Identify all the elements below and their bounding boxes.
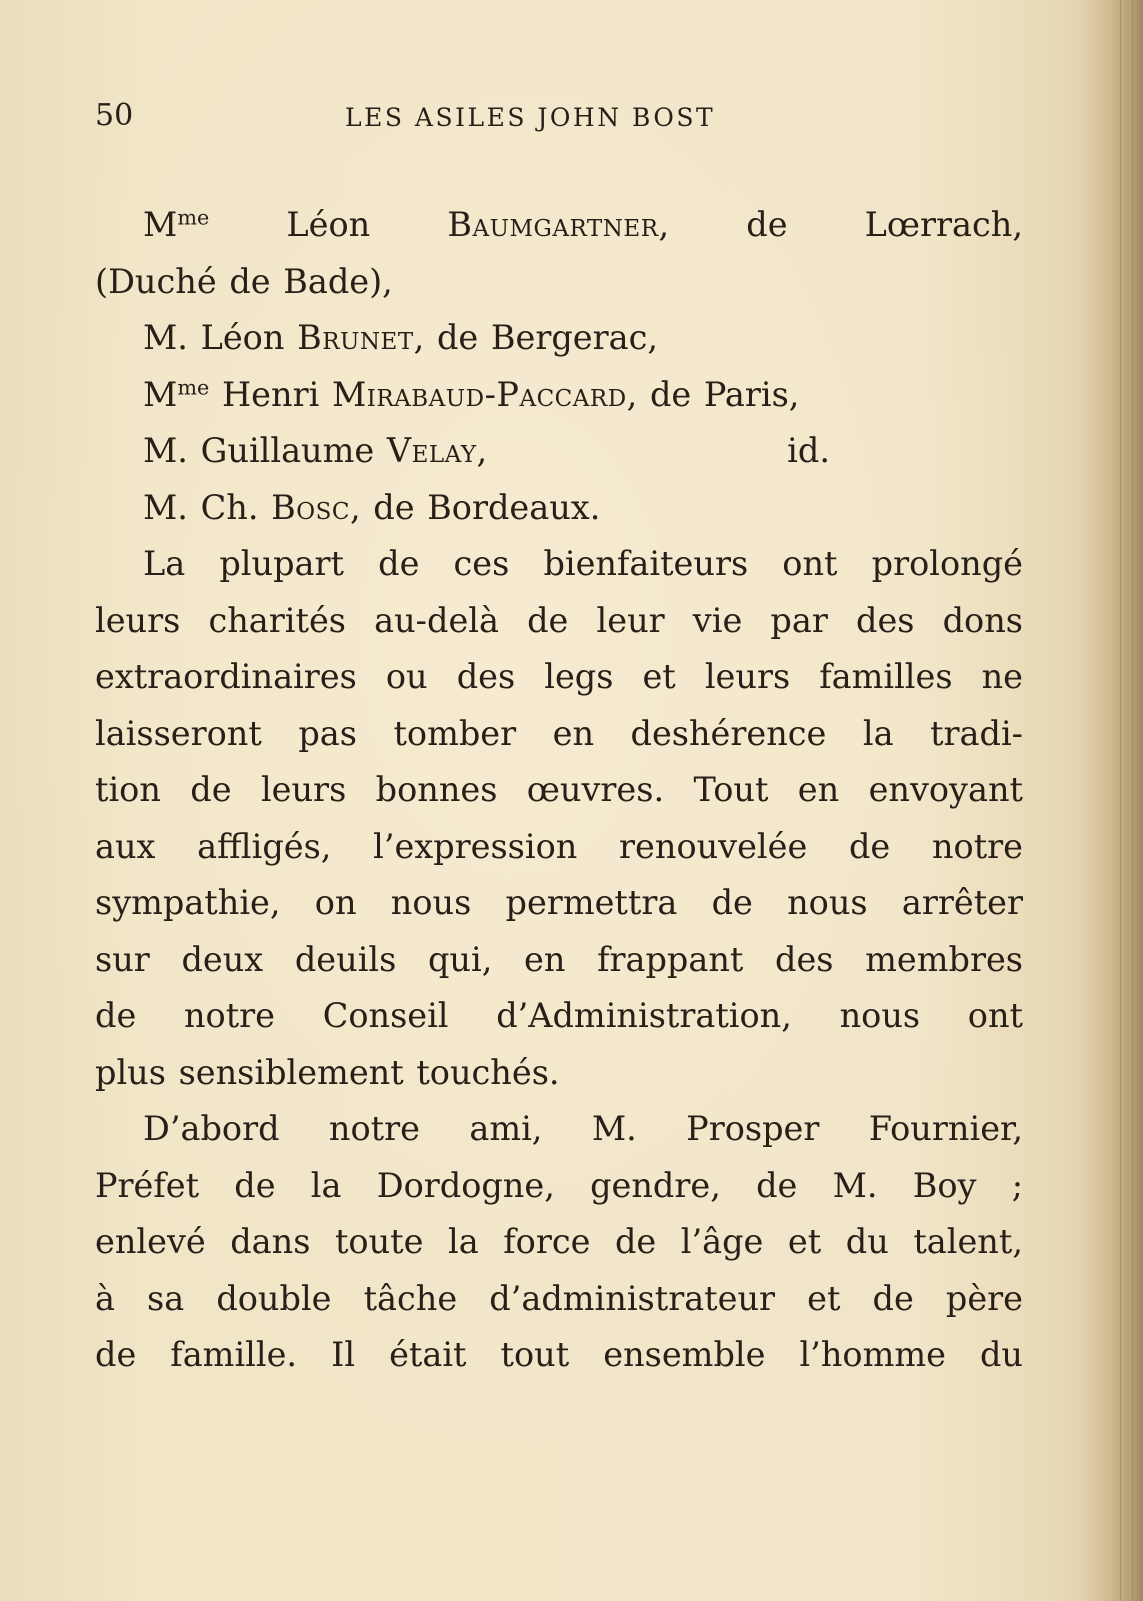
- page-edge-line: [1132, 0, 1133, 1601]
- paragraph-line: D’abord notre ami, M. Prosper Fournier,: [143, 1109, 1023, 1148]
- ditto-mark: id.: [787, 431, 830, 470]
- page-number: 50: [95, 98, 134, 133]
- donor-line: $M^{me}$ Henri Mirabaud-Paccard, de Paris,: [143, 374, 800, 414]
- paragraph-line: tion de leurs bonnes œuvres. Tout en envoyant: [95, 770, 1023, 809]
- paragraph-line: à sa double tâche d’administrateur et de père: [95, 1278, 1023, 1318]
- paragraph-line: plus sensiblement touchés.: [95, 1052, 560, 1092]
- paragraph-line: sympathie, on nous permettra de nous arrêter: [95, 883, 1023, 922]
- page-edge-line: [1120, 0, 1121, 1601]
- running-title: LES ASILES JOHN BOST: [345, 103, 716, 132]
- paragraph-line: sur deux deuils qui, en frappant des membres: [95, 939, 1023, 979]
- donor-line: M. Léon Brunet, de Bergerac,: [143, 318, 659, 357]
- paragraph-line: leurs charités au-delà de leur vie par des dons: [95, 600, 1023, 640]
- paragraph-line: aux affligés, l’expression renouvelée de notre: [95, 826, 1023, 866]
- page-edge-shadow: [1081, 0, 1143, 1601]
- donor-line: $M^{me}$ Léon Baumgartner, de Lœrrach,: [143, 205, 1024, 244]
- paragraph-line: enlevé dans toute la force de l’âge et du talent,: [95, 1222, 1023, 1261]
- paragraph-line: Préfet de la Dordogne, gendre, de M. Boy ;: [95, 1165, 1023, 1205]
- paragraph-line: extraordinaires ou des legs et leurs familles ne: [95, 657, 1023, 696]
- donor-line: M. Guillaume Velay, id.: [143, 431, 830, 470]
- paragraph-line: de notre Conseil d’Administration, nous ont: [95, 996, 1023, 1035]
- paragraph-line: de famille. Il était tout ensemble l’homme du: [95, 1335, 1023, 1374]
- page-header: [95, 96, 815, 136]
- paragraph-line: laisseront pas tomber en deshérence la tradi-: [95, 713, 1023, 753]
- donor-line: M. Ch. Bosc, de Bordeaux.: [143, 487, 601, 527]
- donor-line-continuation: (Duché de Bade),: [95, 261, 393, 301]
- body-text: [95, 197, 1023, 1384]
- paragraph-line: La plupart de ces bienfaiteurs ont prolongé: [143, 544, 1023, 583]
